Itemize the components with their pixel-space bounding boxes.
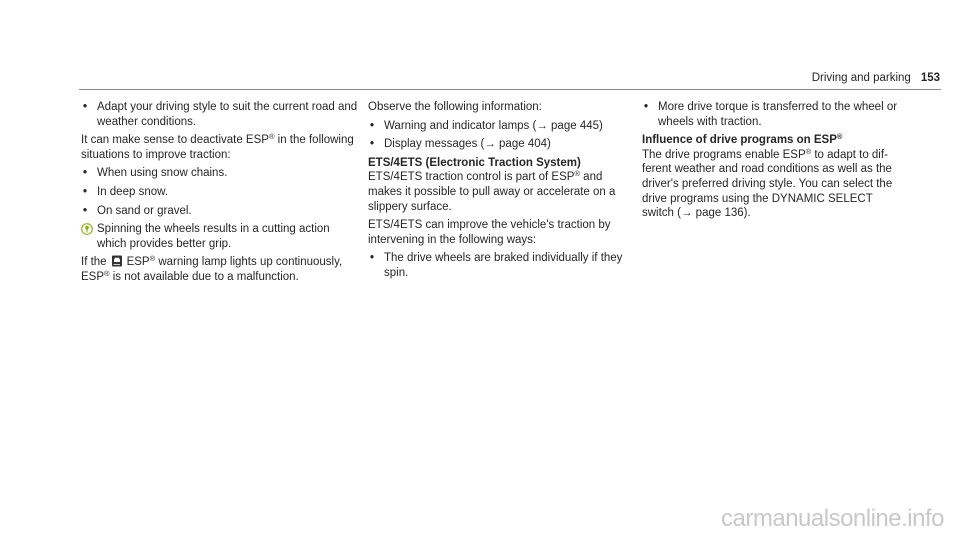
page-reference-link[interactable]: → page 136 bbox=[680, 207, 744, 220]
section-title: Driving and parking bbox=[811, 72, 911, 84]
list-item: • On sand or gravel. bbox=[81, 204, 361, 219]
page-reference-link[interactable]: → page 445 bbox=[536, 119, 600, 132]
paragraph-ets-traction: ETS/4ETS can improve the vehicle's traction by intervening in the following ways: bbox=[368, 219, 611, 246]
header-rule bbox=[79, 89, 941, 90]
tip-icon bbox=[81, 223, 93, 235]
tip-note: Spinning the wheels results in a cutting action which provides better grip. bbox=[81, 222, 361, 251]
paragraph-esp-warning: If the ESP® warning lamp lights up continuously, ESP® is not available due to a malfunction. bbox=[81, 254, 343, 283]
paragraph-drive-programs: The drive programs enable ESP® to adapt to different weather and road conditions as well as the driver's preferred driving style. You can select the drive programs using the DYNAMIC SELECT switch (→ page 136). bbox=[642, 146, 893, 220]
section-heading-ets: ETS/4ETS (Electronic Traction System) bbox=[368, 156, 581, 169]
list-item: • When using snow chains. bbox=[81, 166, 361, 181]
list-item: • Adapt your driving style to suit the current road and weather conditions. bbox=[81, 100, 361, 129]
list-item: • Warning and indicator lamps (→ page 445) bbox=[368, 119, 633, 134]
list-item: • The drive wheels are braked individually if they spin. bbox=[368, 251, 633, 280]
list-item: • More drive torque is transferred to the wheel or wheels with traction. bbox=[642, 100, 907, 129]
paragraph-observe: Observe the following information: bbox=[368, 101, 542, 113]
column-2 bbox=[368, 100, 633, 285]
page-reference-link[interactable]: → page 404 bbox=[484, 138, 548, 151]
page-number: 153 bbox=[920, 72, 940, 84]
paragraph-ets-part-of-esp: ETS/4ETS traction control is part of ESP® and makes it possible to pull away or accelerate on a slippery surface. bbox=[368, 169, 616, 213]
list-item: • In deep snow. bbox=[81, 185, 361, 200]
column-1 bbox=[81, 100, 361, 289]
page-header bbox=[760, 71, 940, 86]
paragraph-deactivate-esp: It can make sense to deactivate ESP® in the following situations to improve traction: bbox=[81, 132, 354, 161]
esp-warning-lamp-icon bbox=[111, 255, 123, 267]
list-item: • Display messages (→ page 404) bbox=[368, 137, 633, 152]
column-3 bbox=[642, 100, 907, 225]
section-heading-drive-programs: Influence of drive programs on ESP® bbox=[642, 132, 843, 147]
watermark: carmanualsonline.info bbox=[721, 505, 944, 533]
